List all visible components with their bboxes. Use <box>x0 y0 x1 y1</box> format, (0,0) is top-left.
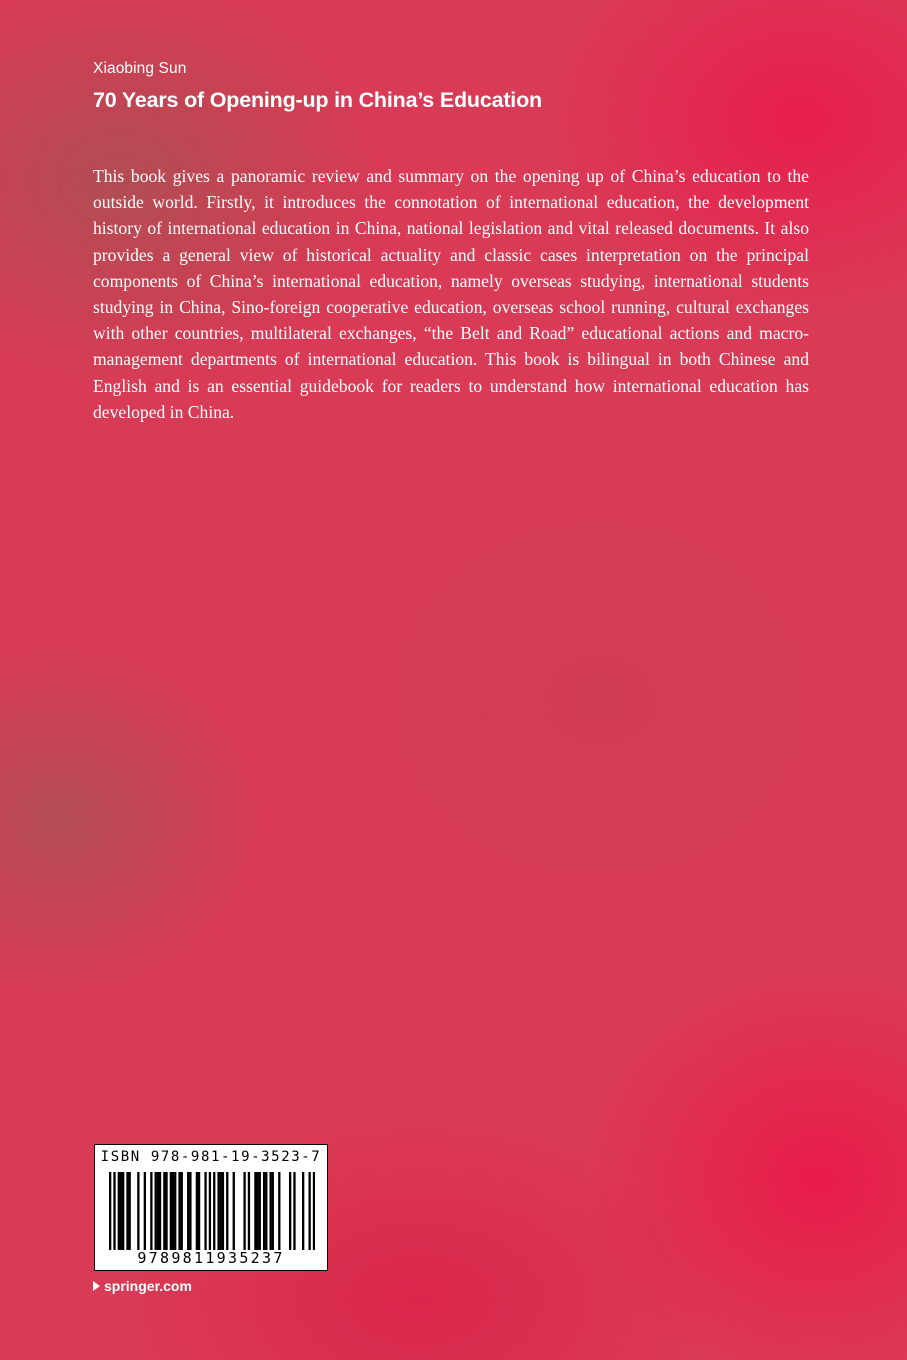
barcode-bar <box>129 1172 131 1250</box>
barcode-bar <box>289 1172 291 1250</box>
barcode-bar <box>181 1172 183 1250</box>
barcode-bar <box>120 1172 122 1250</box>
barcode-bar <box>198 1172 200 1250</box>
barcode-bar <box>254 1172 256 1250</box>
barcode-bar <box>178 1172 180 1250</box>
barcode-bar <box>157 1172 159 1250</box>
isbn-label: ISBN 978-981-19-3523-7 <box>100 1149 322 1165</box>
barcode-bar <box>220 1172 222 1250</box>
barcode-bar <box>172 1172 174 1250</box>
barcode-bar <box>150 1172 152 1250</box>
barcode-bar <box>122 1172 124 1250</box>
barcode-bar <box>209 1172 211 1250</box>
barcode-bar <box>137 1172 139 1250</box>
barcode-bar <box>189 1172 191 1250</box>
barcode-bar <box>165 1172 167 1250</box>
book-description: This book gives a panoramic review and summary on the opening up of China’s education to the outside world. Firstly, it introduces the connotation of international education, the development history of international education in China, national legislation and vital released documents. It also provides a general view of historical actuality and classic cases interpretation on the principal components of China’s international education, namely overseas studying, international students studying in China, Sino-foreign cooperative education, overseas school running, cultural exchanges with other countries, multilateral exchanges, “the Belt and Road” educational actions and macro-management departments of international education. This book is bilingual in both Chinese and English and is an essential guidebook for readers to understand how international education has developed in China. <box>93 166 809 422</box>
barcode-bar <box>302 1172 304 1250</box>
barcode-bar <box>278 1172 280 1250</box>
barcode-bar <box>113 1172 115 1250</box>
barcode-bar <box>313 1172 315 1250</box>
barcode-bar <box>163 1172 165 1250</box>
barcode-bar <box>159 1172 161 1250</box>
barcode-bar <box>155 1172 157 1250</box>
isbn-barcode <box>94 1144 328 1271</box>
barcode-bar <box>170 1172 172 1250</box>
barcode-bar <box>263 1172 265 1250</box>
barcode-bar <box>213 1172 215 1250</box>
barcode-bar <box>109 1172 111 1250</box>
book-title: 70 Years of Opening-up in China’s Education <box>93 88 542 112</box>
publisher-link[interactable] <box>93 1278 192 1294</box>
barcode-bar <box>226 1172 228 1250</box>
barcode-bar <box>196 1172 198 1250</box>
barcode-bar <box>204 1172 206 1250</box>
barcode-bar <box>265 1172 267 1250</box>
barcode-bars <box>109 1172 315 1250</box>
barcode-bar <box>272 1172 274 1250</box>
arrow-right-icon <box>93 1281 100 1291</box>
publisher-link-text: springer.com <box>104 1278 192 1294</box>
barcode-bar <box>217 1172 219 1250</box>
barcode-bar <box>256 1172 258 1250</box>
barcode-bar <box>118 1172 120 1250</box>
author-name: Xiaobing Sun <box>93 60 187 77</box>
barcode-bar <box>233 1172 235 1250</box>
barcode-bar <box>222 1172 224 1250</box>
barcode-bar <box>293 1172 295 1250</box>
barcode-bar <box>174 1172 176 1250</box>
barcode-bar <box>187 1172 189 1250</box>
barcode-bar <box>126 1172 128 1250</box>
barcode-bar <box>259 1172 261 1250</box>
barcode-bar <box>243 1172 245 1250</box>
barcode-bar <box>308 1172 310 1250</box>
barcode-digits: 9789811935237 <box>137 1249 285 1267</box>
barcode-bar <box>269 1172 271 1250</box>
barcode-bar <box>144 1172 146 1250</box>
barcode-bar <box>248 1172 250 1250</box>
